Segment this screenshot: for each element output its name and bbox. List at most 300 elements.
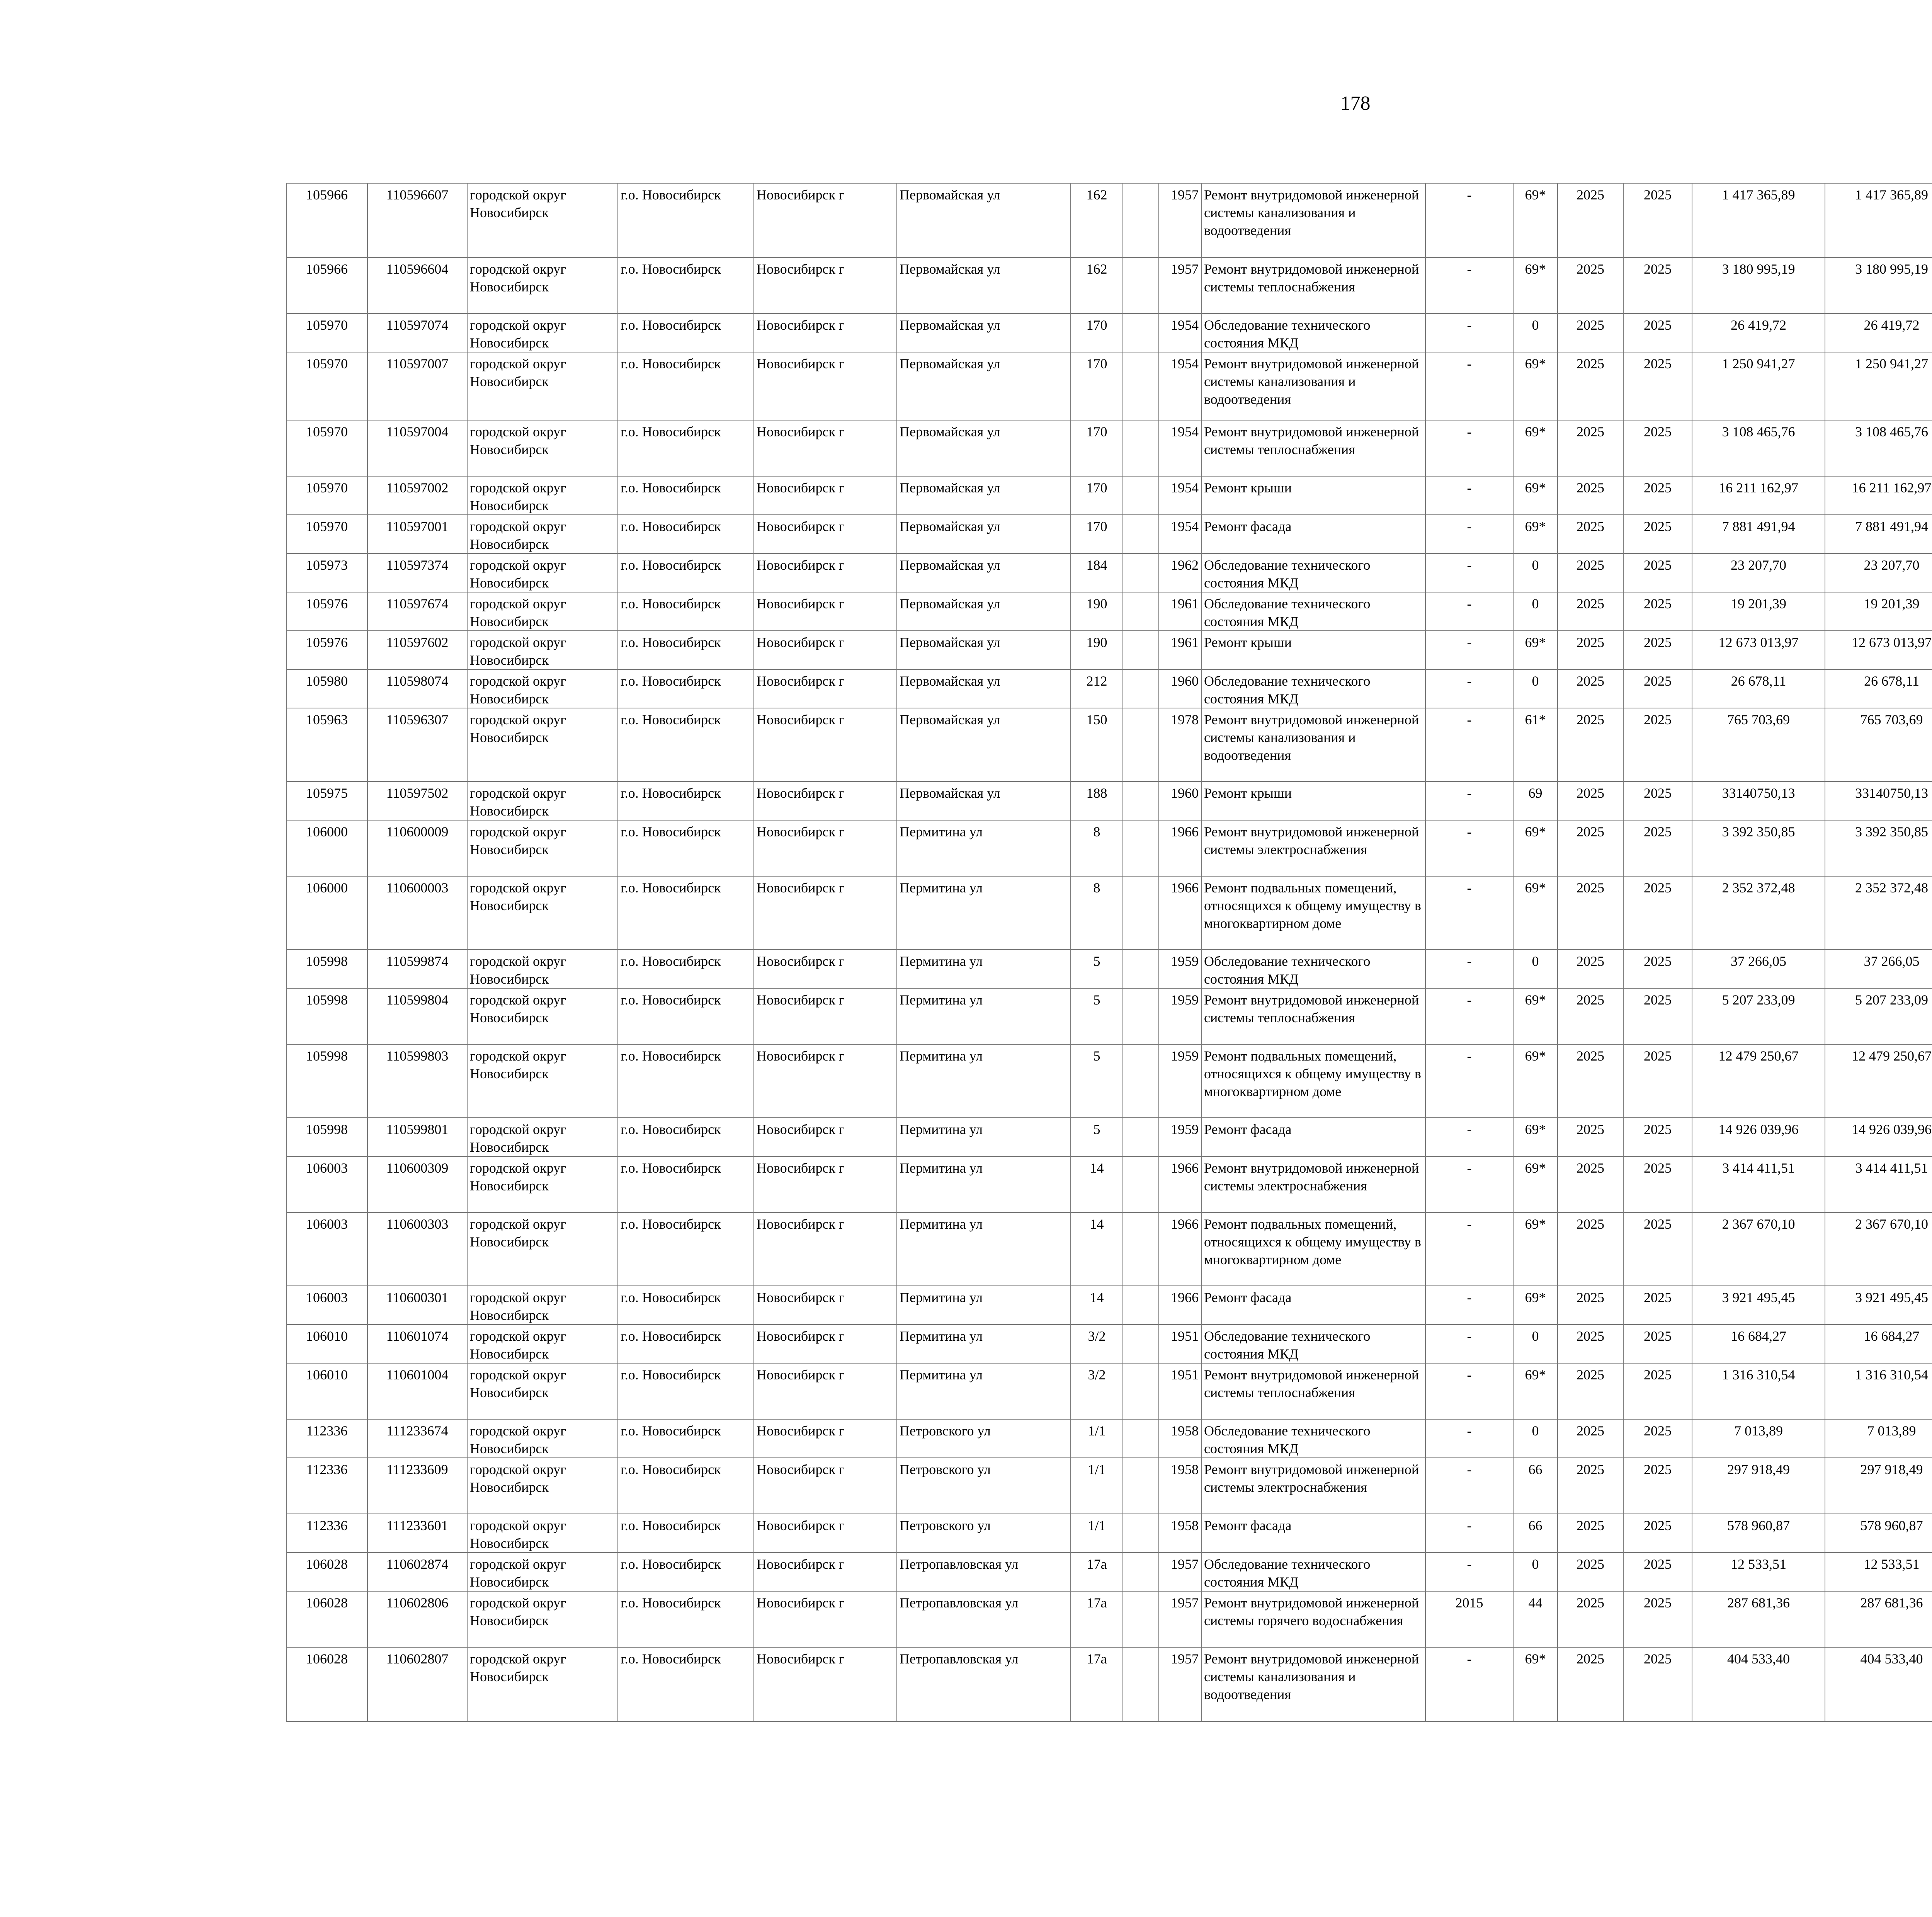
cell-settlement: Новосибирск г [754, 781, 897, 820]
cell-fund-cost: 14 926 039,96 [1825, 1118, 1932, 1156]
cell-build-year: 1966 [1159, 876, 1201, 950]
cell-total-cost: 3 392 350,85 [1692, 820, 1825, 876]
cell-work-type: Обследование технического состояния МКД [1201, 553, 1425, 592]
cell-plan-year-end: 2025 [1623, 1363, 1692, 1419]
cell-work-type: Ремонт внутридомовой инженерной системы горячего водоснабжения [1201, 1591, 1425, 1647]
cell-work-id: 110597002 [367, 476, 467, 515]
cell-building-number [1123, 1514, 1159, 1553]
cell-plan-year-start: 2025 [1558, 988, 1623, 1044]
cell-work-type: Ремонт внутридомовой инженерной системы электроснабжения [1201, 1156, 1425, 1212]
cell-plan-year-start: 2025 [1558, 1286, 1623, 1325]
cell-street: Первомайская ул [897, 669, 1071, 708]
table-row [286, 820, 1932, 876]
cell-total-cost: 26 678,11 [1692, 669, 1825, 708]
cell-total-cost: 2 367 670,10 [1692, 1212, 1825, 1286]
cell-street: Пермитина ул [897, 1212, 1071, 1286]
cell-fund-cost: 26 678,11 [1825, 669, 1932, 708]
cell-house-id: 112336 [286, 1419, 367, 1458]
cell-build-year: 1961 [1159, 631, 1201, 669]
table-row [286, 1212, 1932, 1286]
cell-plan-year-end: 2025 [1623, 1553, 1692, 1591]
cell-municipal-district: г.о. Новосибирск [618, 950, 754, 988]
cell-building-number [1123, 1286, 1159, 1325]
cell-wear-percent: 61* [1513, 708, 1558, 781]
cell-municipal-district: г.о. Новосибирск [618, 592, 754, 631]
cell-building-number [1123, 876, 1159, 950]
table-row [286, 553, 1932, 592]
cell-plan-year-start: 2025 [1558, 1044, 1623, 1118]
cell-build-year: 1959 [1159, 988, 1201, 1044]
cell-street: Первомайская ул [897, 183, 1071, 257]
cell-settlement: Новосибирск г [754, 1212, 897, 1286]
cell-street: Пермитина ул [897, 1325, 1071, 1363]
table-row [286, 352, 1932, 420]
cell-settlement: Новосибирск г [754, 183, 897, 257]
cell-house-number: 17а [1071, 1553, 1123, 1591]
cell-municipal-district: г.о. Новосибирск [618, 515, 754, 553]
cell-street: Первомайская ул [897, 553, 1071, 592]
cell-wear-percent: 69* [1513, 988, 1558, 1044]
cell-house-id: 105970 [286, 352, 367, 420]
cell-settlement: Новосибирск г [754, 1591, 897, 1647]
cell-plan-year-end: 2025 [1623, 257, 1692, 313]
table-row [286, 669, 1932, 708]
cell-building-number [1123, 988, 1159, 1044]
cell-total-cost: 2 352 372,48 [1692, 876, 1825, 950]
cell-plan-year-end: 2025 [1623, 183, 1692, 257]
cell-build-year: 1966 [1159, 1156, 1201, 1212]
cell-last-repair-year: - [1425, 592, 1513, 631]
cell-house-id: 105980 [286, 669, 367, 708]
cell-build-year: 1961 [1159, 592, 1201, 631]
cell-last-repair-year: - [1425, 1325, 1513, 1363]
cell-plan-year-start: 2025 [1558, 1212, 1623, 1286]
cell-municipality: городской округ Новосибирск [467, 1591, 618, 1647]
cell-last-repair-year: - [1425, 1363, 1513, 1419]
cell-settlement: Новосибирск г [754, 1419, 897, 1458]
cell-street: Первомайская ул [897, 631, 1071, 669]
cell-municipality: городской округ Новосибирск [467, 592, 618, 631]
cell-settlement: Новосибирск г [754, 257, 897, 313]
cell-last-repair-year: - [1425, 257, 1513, 313]
cell-street: Первомайская ул [897, 313, 1071, 352]
cell-total-cost: 404 533,40 [1692, 1647, 1825, 1721]
cell-settlement: Новосибирск г [754, 592, 897, 631]
cell-last-repair-year: - [1425, 669, 1513, 708]
cell-settlement: Новосибирск г [754, 515, 897, 553]
cell-municipality: городской округ Новосибирск [467, 1553, 618, 1591]
cell-last-repair-year: - [1425, 1286, 1513, 1325]
cell-total-cost: 5 207 233,09 [1692, 988, 1825, 1044]
cell-municipal-district: г.о. Новосибирск [618, 1212, 754, 1286]
cell-wear-percent: 69* [1513, 183, 1558, 257]
cell-house-id: 105970 [286, 313, 367, 352]
cell-work-type: Ремонт внутридомовой инженерной системы теплоснабжения [1201, 420, 1425, 476]
cell-street: Первомайская ул [897, 352, 1071, 420]
cell-house-number: 3/2 [1071, 1363, 1123, 1419]
cell-last-repair-year: - [1425, 1647, 1513, 1721]
cell-work-type: Ремонт крыши [1201, 781, 1425, 820]
cell-fund-cost: 578 960,87 [1825, 1514, 1932, 1553]
cell-wear-percent: 0 [1513, 669, 1558, 708]
cell-building-number [1123, 1044, 1159, 1118]
cell-fund-cost: 2 352 372,48 [1825, 876, 1932, 950]
cell-fund-cost: 3 414 411,51 [1825, 1156, 1932, 1212]
cell-municipal-district: г.о. Новосибирск [618, 876, 754, 950]
cell-last-repair-year: - [1425, 708, 1513, 781]
cell-wear-percent: 69* [1513, 257, 1558, 313]
cell-work-id: 110599804 [367, 988, 467, 1044]
cell-settlement: Новосибирск г [754, 820, 897, 876]
cell-municipality: городской округ Новосибирск [467, 515, 618, 553]
cell-street: Петровского ул [897, 1458, 1071, 1514]
cell-house-id: 105966 [286, 183, 367, 257]
cell-municipal-district: г.о. Новосибирск [618, 1591, 754, 1647]
cell-wear-percent: 69* [1513, 1118, 1558, 1156]
cell-house-id: 105970 [286, 420, 367, 476]
cell-house-id: 106010 [286, 1325, 367, 1363]
cell-fund-cost: 33140750,13 [1825, 781, 1932, 820]
cell-building-number [1123, 1647, 1159, 1721]
cell-street: Пермитина ул [897, 1044, 1071, 1118]
cell-street: Первомайская ул [897, 515, 1071, 553]
table-row [286, 515, 1932, 553]
cell-plan-year-start: 2025 [1558, 476, 1623, 515]
cell-plan-year-start: 2025 [1558, 515, 1623, 553]
cell-house-number: 5 [1071, 1118, 1123, 1156]
cell-last-repair-year: - [1425, 1458, 1513, 1514]
cell-fund-cost: 1 316 310,54 [1825, 1363, 1932, 1419]
cell-work-id: 110597602 [367, 631, 467, 669]
cell-municipality: городской округ Новосибирск [467, 1458, 618, 1514]
cell-plan-year-end: 2025 [1623, 1325, 1692, 1363]
cell-work-id: 110596604 [367, 257, 467, 313]
cell-municipal-district: г.о. Новосибирск [618, 1553, 754, 1591]
cell-work-id: 110599874 [367, 950, 467, 988]
cell-house-number: 5 [1071, 950, 1123, 988]
cell-plan-year-end: 2025 [1623, 1514, 1692, 1553]
cell-building-number [1123, 1156, 1159, 1212]
cell-house-id: 112336 [286, 1514, 367, 1553]
cell-work-type: Ремонт внутридомовой инженерной системы канализования и водоотведения [1201, 1647, 1425, 1721]
cell-building-number [1123, 183, 1159, 257]
cell-house-id: 112336 [286, 1458, 367, 1514]
cell-building-number [1123, 1419, 1159, 1458]
cell-building-number [1123, 950, 1159, 988]
cell-house-id: 105998 [286, 1118, 367, 1156]
cell-total-cost: 3 414 411,51 [1692, 1156, 1825, 1212]
cell-build-year: 1951 [1159, 1363, 1201, 1419]
cell-building-number [1123, 1212, 1159, 1286]
cell-house-id: 105970 [286, 476, 367, 515]
cell-plan-year-end: 2025 [1623, 631, 1692, 669]
cell-settlement: Новосибирск г [754, 1647, 897, 1721]
cell-municipality: городской округ Новосибирск [467, 781, 618, 820]
cell-settlement: Новосибирск г [754, 669, 897, 708]
table-row [286, 1591, 1932, 1647]
cell-plan-year-start: 2025 [1558, 352, 1623, 420]
table-row [286, 420, 1932, 476]
cell-street: Первомайская ул [897, 257, 1071, 313]
cell-wear-percent: 44 [1513, 1591, 1558, 1647]
cell-municipality: городской округ Новосибирск [467, 669, 618, 708]
cell-house-id: 105975 [286, 781, 367, 820]
cell-wear-percent: 0 [1513, 553, 1558, 592]
cell-fund-cost: 37 266,05 [1825, 950, 1932, 988]
cell-plan-year-end: 2025 [1623, 420, 1692, 476]
cell-municipal-district: г.о. Новосибирск [618, 352, 754, 420]
cell-street: Петропавловская ул [897, 1553, 1071, 1591]
table-row [286, 1363, 1932, 1419]
cell-last-repair-year: - [1425, 1419, 1513, 1458]
cell-house-id: 106003 [286, 1156, 367, 1212]
cell-plan-year-start: 2025 [1558, 420, 1623, 476]
cell-fund-cost: 12 533,51 [1825, 1553, 1932, 1591]
cell-settlement: Новосибирск г [754, 1514, 897, 1553]
cell-fund-cost: 1 250 941,27 [1825, 352, 1932, 420]
cell-house-number: 8 [1071, 876, 1123, 950]
cell-work-id: 110597374 [367, 553, 467, 592]
cell-building-number [1123, 708, 1159, 781]
cell-work-id: 111233601 [367, 1514, 467, 1553]
cell-fund-cost: 23 207,70 [1825, 553, 1932, 592]
cell-municipality: городской округ Новосибирск [467, 950, 618, 988]
cell-work-id: 111233609 [367, 1458, 467, 1514]
cell-municipality: городской округ Новосибирск [467, 476, 618, 515]
cell-last-repair-year: - [1425, 420, 1513, 476]
cell-wear-percent: 0 [1513, 950, 1558, 988]
cell-plan-year-start: 2025 [1558, 1553, 1623, 1591]
table-row [286, 1325, 1932, 1363]
cell-last-repair-year: 2015 [1425, 1591, 1513, 1647]
cell-municipality: городской округ Новосибирск [467, 1325, 618, 1363]
cell-house-id: 105998 [286, 988, 367, 1044]
cell-building-number [1123, 352, 1159, 420]
cell-work-id: 110597674 [367, 592, 467, 631]
cell-house-id: 106000 [286, 876, 367, 950]
cell-settlement: Новосибирск г [754, 708, 897, 781]
cell-municipality: городской округ Новосибирск [467, 1514, 618, 1553]
cell-fund-cost: 1 417 365,89 [1825, 183, 1932, 257]
cell-work-type: Ремонт фасада [1201, 1286, 1425, 1325]
cell-build-year: 1957 [1159, 1553, 1201, 1591]
cell-house-number: 17а [1071, 1647, 1123, 1721]
cell-municipality: городской округ Новосибирск [467, 1286, 618, 1325]
cell-work-type: Ремонт крыши [1201, 476, 1425, 515]
cell-build-year: 1958 [1159, 1514, 1201, 1553]
cell-work-id: 110597001 [367, 515, 467, 553]
repair-register-table [286, 183, 1932, 1722]
cell-plan-year-start: 2025 [1558, 1419, 1623, 1458]
table-row [286, 708, 1932, 781]
table-row [286, 1647, 1932, 1721]
cell-work-id: 110602807 [367, 1647, 467, 1721]
cell-last-repair-year: - [1425, 1212, 1513, 1286]
cell-street: Первомайская ул [897, 476, 1071, 515]
cell-fund-cost: 7 013,89 [1825, 1419, 1932, 1458]
cell-work-type: Обследование технического состояния МКД [1201, 1553, 1425, 1591]
cell-plan-year-end: 2025 [1623, 950, 1692, 988]
cell-municipal-district: г.о. Новосибирск [618, 631, 754, 669]
cell-total-cost: 19 201,39 [1692, 592, 1825, 631]
cell-house-number: 190 [1071, 631, 1123, 669]
cell-total-cost: 3 921 495,45 [1692, 1286, 1825, 1325]
cell-municipality: городской округ Новосибирск [467, 1118, 618, 1156]
cell-house-number: 1/1 [1071, 1419, 1123, 1458]
cell-plan-year-start: 2025 [1558, 553, 1623, 592]
cell-municipality: городской округ Новосибирск [467, 988, 618, 1044]
cell-plan-year-start: 2025 [1558, 950, 1623, 988]
cell-street: Петропавловская ул [897, 1591, 1071, 1647]
cell-work-id: 110596307 [367, 708, 467, 781]
cell-municipality: городской округ Новосибирск [467, 1212, 618, 1286]
cell-municipality: городской округ Новосибирск [467, 313, 618, 352]
cell-build-year: 1954 [1159, 420, 1201, 476]
cell-last-repair-year: - [1425, 476, 1513, 515]
cell-settlement: Новосибирск г [754, 1118, 897, 1156]
cell-building-number [1123, 1325, 1159, 1363]
cell-wear-percent: 0 [1513, 1553, 1558, 1591]
table-row [286, 183, 1932, 257]
cell-plan-year-end: 2025 [1623, 1458, 1692, 1514]
cell-work-type: Обследование технического состояния МКД [1201, 592, 1425, 631]
cell-house-number: 170 [1071, 420, 1123, 476]
cell-work-type: Обследование технического состояния МКД [1201, 669, 1425, 708]
cell-work-id: 110602874 [367, 1553, 467, 1591]
cell-plan-year-end: 2025 [1623, 781, 1692, 820]
cell-last-repair-year: - [1425, 1553, 1513, 1591]
cell-municipality: городской округ Новосибирск [467, 352, 618, 420]
cell-total-cost: 26 419,72 [1692, 313, 1825, 352]
cell-total-cost: 12 479 250,67 [1692, 1044, 1825, 1118]
cell-work-type: Обследование технического состояния МКД [1201, 1325, 1425, 1363]
cell-work-id: 110601074 [367, 1325, 467, 1363]
cell-build-year: 1954 [1159, 352, 1201, 420]
cell-plan-year-start: 2025 [1558, 669, 1623, 708]
cell-plan-year-start: 2025 [1558, 708, 1623, 781]
cell-street: Первомайская ул [897, 420, 1071, 476]
cell-house-id: 105970 [286, 515, 367, 553]
table-row [286, 1458, 1932, 1514]
cell-wear-percent: 69* [1513, 1286, 1558, 1325]
cell-last-repair-year: - [1425, 988, 1513, 1044]
cell-build-year: 1951 [1159, 1325, 1201, 1363]
cell-municipal-district: г.о. Новосибирск [618, 183, 754, 257]
cell-house-number: 5 [1071, 988, 1123, 1044]
cell-plan-year-start: 2025 [1558, 820, 1623, 876]
cell-municipal-district: г.о. Новосибирск [618, 1286, 754, 1325]
cell-wear-percent: 0 [1513, 592, 1558, 631]
table-row [286, 950, 1932, 988]
cell-fund-cost: 404 533,40 [1825, 1647, 1932, 1721]
cell-work-type: Ремонт подвальных помещений, относящихся к общему имуществу в многоквартирном доме [1201, 1212, 1425, 1286]
cell-wear-percent: 69* [1513, 1363, 1558, 1419]
cell-wear-percent: 69* [1513, 1212, 1558, 1286]
cell-total-cost: 7 013,89 [1692, 1419, 1825, 1458]
cell-plan-year-start: 2025 [1558, 183, 1623, 257]
cell-build-year: 1957 [1159, 183, 1201, 257]
cell-build-year: 1954 [1159, 515, 1201, 553]
cell-house-number: 190 [1071, 592, 1123, 631]
cell-plan-year-end: 2025 [1623, 1591, 1692, 1647]
cell-building-number [1123, 1591, 1159, 1647]
cell-plan-year-end: 2025 [1623, 592, 1692, 631]
cell-last-repair-year: - [1425, 820, 1513, 876]
cell-street: Пермитина ул [897, 1118, 1071, 1156]
cell-last-repair-year: - [1425, 950, 1513, 988]
cell-settlement: Новосибирск г [754, 1363, 897, 1419]
cell-municipal-district: г.о. Новосибирск [618, 1044, 754, 1118]
cell-settlement: Новосибирск г [754, 1044, 897, 1118]
cell-last-repair-year: - [1425, 781, 1513, 820]
cell-work-type: Ремонт фасада [1201, 515, 1425, 553]
cell-settlement: Новосибирск г [754, 1325, 897, 1363]
cell-plan-year-end: 2025 [1623, 1044, 1692, 1118]
cell-building-number [1123, 313, 1159, 352]
cell-total-cost: 23 207,70 [1692, 553, 1825, 592]
cell-work-type: Ремонт внутридомовой инженерной системы теплоснабжения [1201, 257, 1425, 313]
cell-build-year: 1959 [1159, 950, 1201, 988]
cell-wear-percent: 69* [1513, 631, 1558, 669]
cell-municipality: городской округ Новосибирск [467, 631, 618, 669]
cell-total-cost: 1 250 941,27 [1692, 352, 1825, 420]
cell-settlement: Новосибирск г [754, 313, 897, 352]
table-row [286, 1044, 1932, 1118]
cell-house-id: 106028 [286, 1647, 367, 1721]
cell-plan-year-start: 2025 [1558, 1458, 1623, 1514]
cell-work-id: 110597074 [367, 313, 467, 352]
cell-plan-year-start: 2025 [1558, 313, 1623, 352]
cell-work-id: 110602806 [367, 1591, 467, 1647]
cell-wear-percent: 66 [1513, 1458, 1558, 1514]
cell-fund-cost: 16 211 162,97 [1825, 476, 1932, 515]
cell-work-id: 110596607 [367, 183, 467, 257]
cell-total-cost: 297 918,49 [1692, 1458, 1825, 1514]
cell-house-id: 106003 [286, 1212, 367, 1286]
cell-wear-percent: 0 [1513, 1325, 1558, 1363]
cell-last-repair-year: - [1425, 1514, 1513, 1553]
cell-municipal-district: г.о. Новосибирск [618, 1419, 754, 1458]
cell-building-number [1123, 476, 1159, 515]
cell-build-year: 1958 [1159, 1458, 1201, 1514]
table-row [286, 781, 1932, 820]
cell-last-repair-year: - [1425, 183, 1513, 257]
cell-work-id: 110600003 [367, 876, 467, 950]
cell-street: Пермитина ул [897, 820, 1071, 876]
cell-street: Петровского ул [897, 1514, 1071, 1553]
cell-house-id: 106003 [286, 1286, 367, 1325]
cell-plan-year-end: 2025 [1623, 313, 1692, 352]
cell-work-id: 110600303 [367, 1212, 467, 1286]
cell-house-id: 105976 [286, 631, 367, 669]
cell-wear-percent: 69* [1513, 420, 1558, 476]
cell-house-id: 106028 [286, 1553, 367, 1591]
cell-work-type: Обследование технического состояния МКД [1201, 950, 1425, 988]
cell-work-id: 110600309 [367, 1156, 467, 1212]
cell-plan-year-start: 2025 [1558, 257, 1623, 313]
cell-wear-percent: 69* [1513, 352, 1558, 420]
cell-total-cost: 1 316 310,54 [1692, 1363, 1825, 1419]
cell-total-cost: 3 180 995,19 [1692, 257, 1825, 313]
cell-last-repair-year: - [1425, 553, 1513, 592]
cell-street: Первомайская ул [897, 592, 1071, 631]
cell-building-number [1123, 669, 1159, 708]
cell-house-number: 14 [1071, 1286, 1123, 1325]
cell-plan-year-start: 2025 [1558, 1325, 1623, 1363]
cell-work-id: 110601004 [367, 1363, 467, 1419]
cell-plan-year-end: 2025 [1623, 1647, 1692, 1721]
cell-settlement: Новосибирск г [754, 553, 897, 592]
